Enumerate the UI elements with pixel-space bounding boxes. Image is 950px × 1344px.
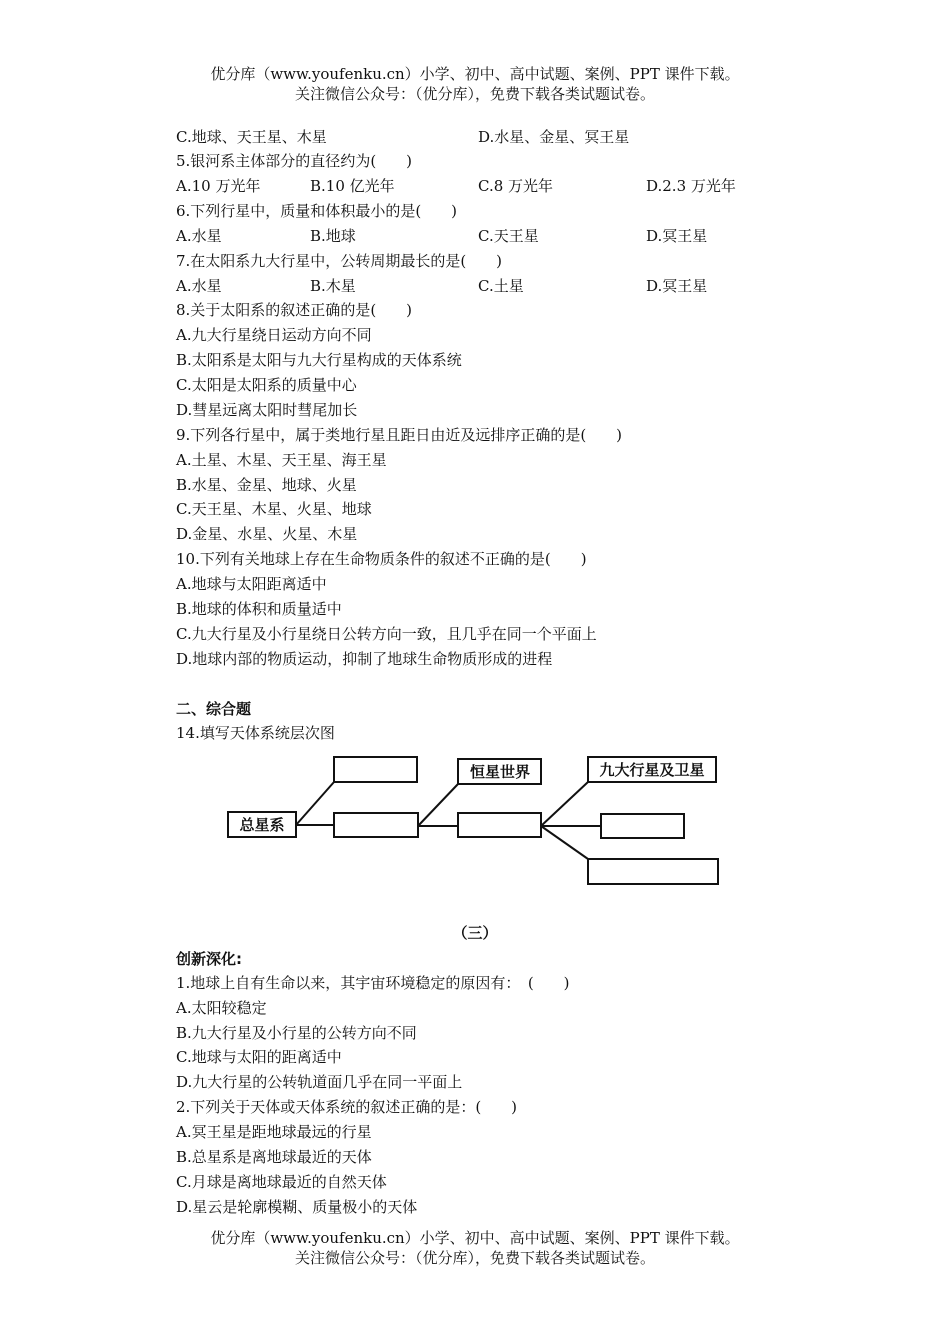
header-line-1: 优分库（www.youfenku.cn）小学、初中、高中试题、案例、PPT 课件下载。 [210,65,740,83]
blank-box-right-2 [588,859,718,884]
q9-option-d: D.金星、水星、火星、木星 [176,525,358,543]
page-footer [0,1228,950,1268]
c2-option-c: C.月球是离地球最近的自然天体 [176,1173,387,1191]
q8-option-b: B.太阳系是太阳与九大行星构成的天体系统 [176,351,462,369]
q6-option-d: D.冥王星 [646,227,708,245]
c1-option-d: D.九大行星的公转轨道面几乎在同一平面上 [176,1073,463,1091]
q7-option-b: B.木星 [310,277,356,295]
q10-option-d: D.地球内部的物质运动，抑制了地球生命物质形成的进程 [176,650,553,668]
footer-line-2: 关注微信公众号：（优分库），免费下载各类试题试卷。 [294,1249,655,1267]
c2-stem: 2.下列关于天体或天体系统的叙述正确的是：( ) [176,1098,518,1116]
c1-option-b: B.九大行星及小行星的公转方向不同 [176,1024,417,1042]
q7-option-d: D.冥王星 [646,277,708,295]
q7-option-c: C.土星 [478,277,524,295]
connector-galaxy-star [418,784,458,826]
q6-option-a: A.水星 [176,227,222,245]
c2-option-d: D.星云是轮廓模糊、质量极小的天体 [176,1198,418,1216]
c1-stem: 1.地球上自有生命以来，其宇宙环境稳定的原因有： ( ) [176,974,570,992]
footer-line-1: 优分库（www.youfenku.cn）小学、初中、高中试题、案例、PPT 课件下载。 [210,1229,740,1247]
q8-option-c: C.太阳是太阳系的质量中心 [176,376,357,394]
q5-option-a: A.10 万光年 [176,177,261,195]
q9-stem: 9.下列各行星中，属于类地行星且距日由近及远排序正确的是( ) [176,426,623,444]
q5-option-d: D.2.3 万光年 [646,177,736,195]
label-planets: 九大行星及卫星 [599,761,705,779]
q5-option-b: B.10 亿光年 [310,177,395,195]
q10-option-b: B.地球的体积和质量适中 [176,600,342,618]
blank-box-right-1 [601,814,684,838]
c1-option-c: C.地球与太阳的距离适中 [176,1048,342,1066]
connector-solar-bottom [541,826,588,859]
q10-stem: 10.下列有关地球上存在生命物质条件的叙述不正确的是( ) [176,550,587,568]
q8-option-a: A.九大行星绕日运动方向不同 [176,326,372,344]
q4-option-c: C.地球、天王星、木星 [176,128,327,146]
q6-option-b: B.地球 [310,227,356,245]
blank-box-mid-2 [458,813,541,837]
q9-option-b: B.水星、金星、地球、火星 [176,476,357,494]
connector-root-top [296,782,334,825]
section-3-title: （三） [452,924,498,942]
c2-option-b: B.总星系是离地球最近的天体 [176,1148,372,1166]
q9-option-c: C.天王星、木星、火星、地球 [176,500,372,518]
q6-stem: 6.下列行星中，质量和体积最小的是( ) [176,202,458,220]
section-2-title: 二、综合题 [176,700,252,718]
q4-option-d: D.水星、金星、冥王星 [478,128,630,146]
q14-stem: 14.填写天体系统层次图 [176,724,335,742]
q10-option-a: A.地球与太阳距离适中 [176,575,327,593]
q10-option-c: C.九大行星及小行星绕日公转方向一致，且几乎在同一个平面上 [176,625,597,643]
section-3-subtitle: 创新深化: [176,950,242,968]
q9-option-a: A.土星、木星、天王星、海王星 [176,451,387,469]
blank-box-top [334,757,417,782]
q6-option-c: C.天王星 [478,227,539,245]
header-line-2: 关注微信公众号：（优分库），免费下载各类试题试卷。 [294,85,655,103]
blank-box-mid-1 [334,813,418,837]
label-star-world: 恒星世界 [469,763,531,781]
c2-option-a: A.冥王星是距地球最远的行星 [176,1123,372,1141]
q8-stem: 8.关于太阳系的叙述正确的是( ) [176,301,413,319]
c1-option-a: A.太阳较稳定 [176,999,267,1017]
q5-stem: 5.银河系主体部分的直径约为( ) [176,152,413,170]
connector-solar-planets [541,782,588,826]
q7-stem: 7.在太阳系九大行星中，公转周期最长的是( ) [176,252,503,270]
label-root: 总星系 [239,816,285,834]
q5-option-c: C.8 万光年 [478,177,554,195]
q7-option-a: A.水星 [176,277,222,295]
q8-option-d: D.彗星远离太阳时彗尾加长 [176,401,358,419]
